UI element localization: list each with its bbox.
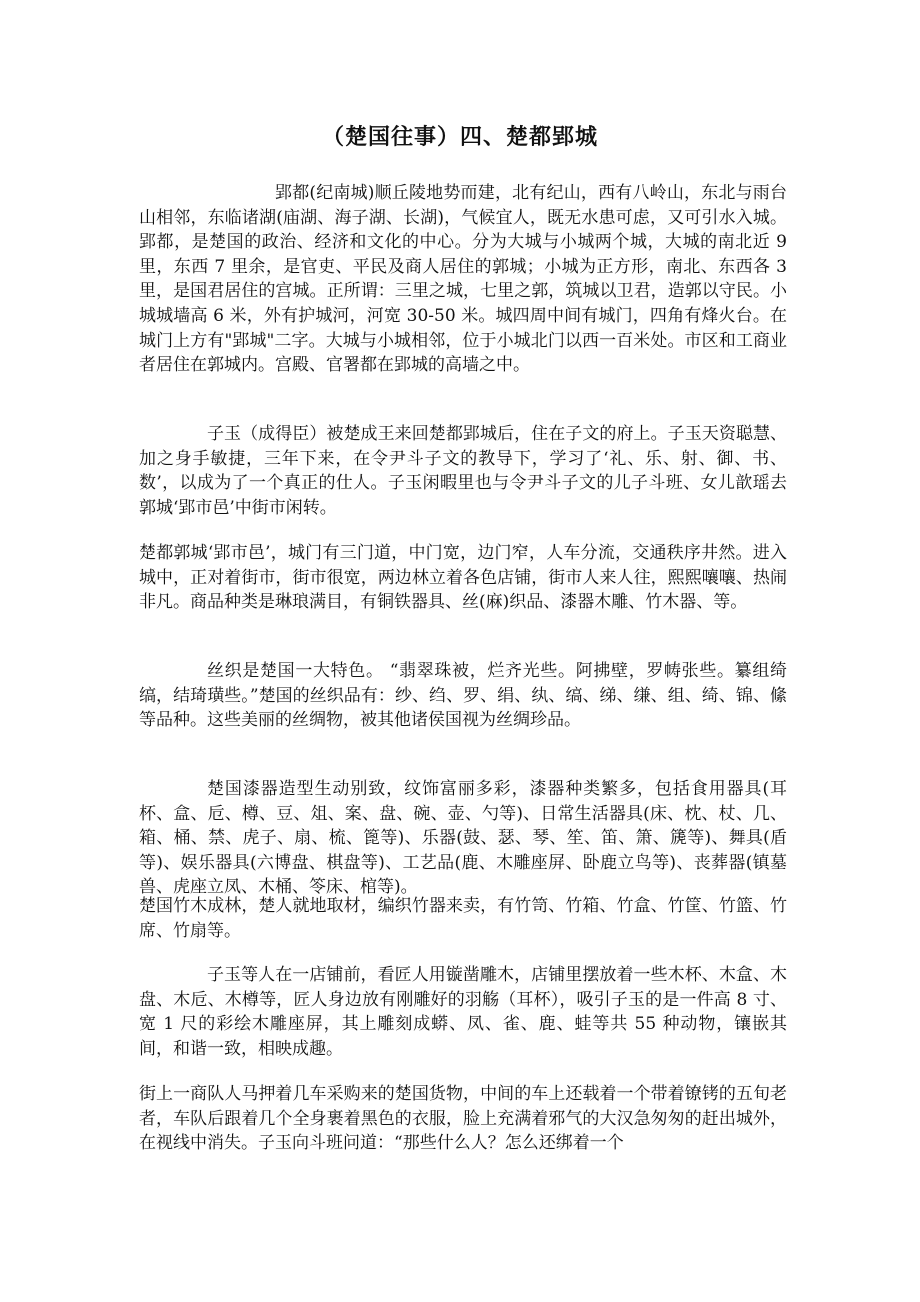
paragraph-lacquer: 楚国漆器造型生动别致，纹饰富丽多彩，漆器种类繁多，包括食用器具(耳杯、盒、卮、樽、豆、俎、案、盘、碗、壶、勺等)、日常生活器具(床、枕、杖、几、箱、桶、禁、虎子、扇、梳、篦等)、乐器(鼓、瑟、琴、笙、笛、箫、篪等)、舞具(盾等)、娱乐器具(六博盘、棋盘等)、工艺品(鹿、木雕座屏、卧鹿立鸟等)、丧葬器(镇墓兽、虎座立凤、木桶、笭床、棺等)。 (139, 779, 787, 898)
paragraph-market: 楚都郭城‘郢市邑’，城门有三门道，中门宽，边门窄，人车分流，交通秩序井然。进入城中，正对着街市，街市很宽，两边林立着各色店铺，街市人来人往，熙熙嚷嚷、热闹非凡。商品种类是琳琅满目，有铜铁器具、丝(麻)织品、漆器木雕、竹木器、等。 (139, 543, 787, 613)
paragraph-woodcarving: 子玉等人在一店铺前，看匠人用镟凿雕木，店铺里摆放着一些木杯、木盒、木盘、木卮、木樽等，匠人身边放有刚雕好的羽觞（耳杯），吸引子玉的是一件高 8 寸、宽 1 尺的彩绘木雕座屏，其上雕刻成蟒、凤、雀、鹿、蛙等共 55 种动物，镶嵌其间，和谐一致，相映成趣。 (139, 965, 787, 1059)
paragraph-silk: 丝织是楚国一大特色。 “翡翠珠被，烂齐光些。阿拂壁，罗帱张些。纂组绮缟，结琦璜些。”楚国的丝织品有：纱、绉、罗、绢、纨、缟、绨、缣、组、绮、锦、絛等品种。这些美丽的丝绸物，被其他诸侯国视为丝绸珍品。 (139, 661, 787, 731)
paragraph-ziyu-arrival: 子玉（成得臣）被楚成王来回楚都郢城后，住在子文的府上。子玉天资聪慧、加之身手敏捷，三年下来，在令尹斗子文的教导下，学习了‘礼、乐、射、御、书、数’，以成为了一个真正的仕人。子玉闲暇里也与令尹斗子文的儿子斗班、女儿歆瑶去郭城‘郢市邑’中街市闲转。 (139, 424, 787, 518)
paragraph-caravan: 街上一商队人马押着几车采购来的楚国货物，中间的车上还载着一个带着镣铐的五旬老者，车队后跟着几个全身裹着黑色的衣服，脸上充满着邪气的大汉急匆匆的赶出城外，在视线中消失。子玉向斗班问道：“那些什么人？怎么还绑着一个 (139, 1084, 787, 1154)
paragraph-ying-capital: 郢都(纪南城)顺丘陵地势而建，北有纪山，西有八岭山，东北与雨台山相邻，东临诸湖(庙湖、海子湖、长湖)，气候宜人，既无水患可虑，又可引水入城。郢都，是楚国的政治、经济和文化的中心。分为大城与小城两个城，大城的南北近 9 里，东西 7 里余，是官吏、平民及商人居住的郭城；小城为正方形，南北、东西各 3 里，是国君居住的宫城。正所谓：三里之城，七里之郭，筑城以卫君，造郭以守民。小城城墙高 6 米，外有护城河，河宽 30-50 米。城四周中间有城门，四角有烽火台。在城门上方有"郢城"二字。大城与小城相邻，位于小城北门以西一百米处。市区和工商业者居住在郭城内。宫殿、官署都在郢城的高墙之中。 (139, 183, 787, 376)
paragraph-bamboo: 楚国竹木成林，楚人就地取材，编织竹器来卖，有竹笥、竹箱、竹盒、竹筐、竹篮、竹席、竹扇等。 (139, 896, 787, 941)
page-title: （楚国往事）四、楚都郢城 (321, 124, 598, 150)
